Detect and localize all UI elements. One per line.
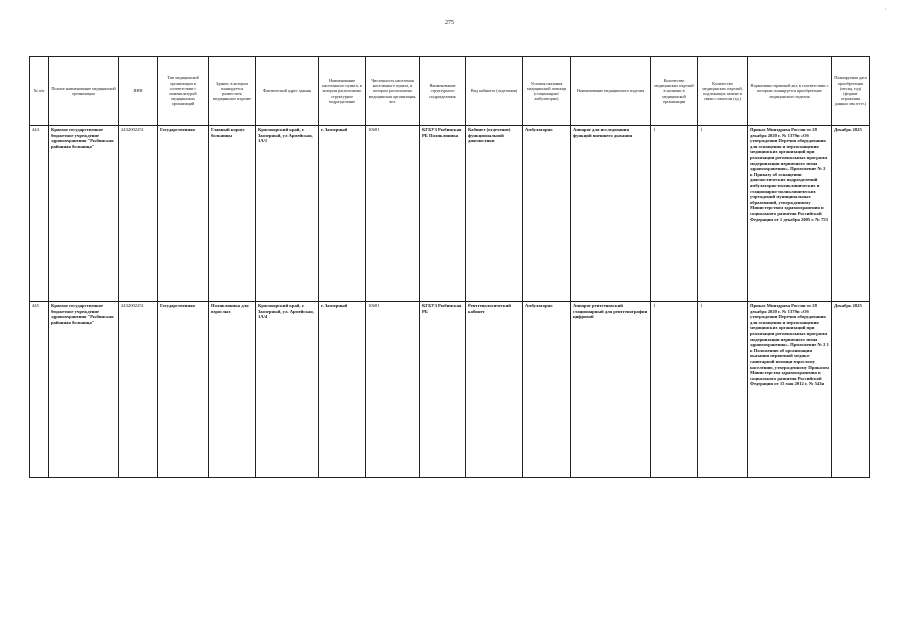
cell-devices-to-replace: 1 bbox=[698, 302, 748, 478]
cell-legal-act: Приказ Минздрава России от 28 декабря 2020 г. № 1379н «Об утверждении Перечня оборудования для оснащения и переоснащения медицинских организаций при реализации региональных программ модернизации первичного звена здравоохранения». Приложение № 2 к Приказу об оснащении диагностических подразделений амбулаторно-поликлинических и стационарно-поликлинических учреждений муниципальных образований, утвержденному Министерством здравоохранения и социального развития Российской Федерации от 1 декабря 2005 г. № 753 bbox=[748, 126, 832, 302]
cell-purchase-date: Декабрь 2025 bbox=[832, 126, 870, 302]
header-cell: Планируемая дата приобретения (месяц, год) (формат отражения данных мм.ггггг.) bbox=[832, 57, 870, 126]
header-cell: Тип медицинской организации в соответствии с номенклатурой медицинских организаций bbox=[158, 57, 209, 126]
cell-cabinet-type: Кабинет (отделение) функциональной диагностики bbox=[466, 126, 523, 302]
cell-row-number: 445 bbox=[30, 302, 49, 478]
cell-building: Поликлиника для взрослых bbox=[209, 302, 256, 478]
cell-inn: 2432002251 bbox=[119, 302, 158, 478]
header-row bbox=[30, 57, 870, 126]
header-cell: Численность населения населенного пункта, в котором расположена медицинская организация, чел. bbox=[366, 57, 420, 126]
cell-devices-to-replace: 1 bbox=[698, 126, 748, 302]
cell-subdivision: КГБУЗ Рыбинская РБ bbox=[420, 302, 466, 478]
header-cell: Наименование населенного пункта, в котором расположено структурное подразделение bbox=[319, 57, 366, 126]
cell-organization: Краевое государственное бюджетное учреждение здравоохранения "Рыбинская районная больница" bbox=[49, 302, 119, 478]
header-cell: Наименование медицинского изделия bbox=[571, 57, 651, 126]
page-number: 275 bbox=[445, 20, 454, 26]
header-cell: ИНН bbox=[119, 57, 158, 126]
header-cell: Нормативно-правовой акт, в соответствии с которым планируется приобретение медицинского изделия bbox=[748, 57, 832, 126]
header-cell: Наименование структурного подразделения bbox=[420, 57, 466, 126]
cell-locality: г. Заозерный bbox=[319, 302, 366, 478]
cell-inn: 2432002251 bbox=[119, 126, 158, 302]
cell-purchase-date: Декабрь 2025 bbox=[832, 302, 870, 478]
cell-device-name: Аппарат рентгеновский стационарный для рентгенографии цифровой bbox=[571, 302, 651, 478]
cell-legal-act: Приказ Минздрава России от 28 декабря 2020 г. № 1379н «Об утверждении Перечня оборудования для оснащения и переоснащения медицинских организаций при реализации региональных программ модернизации первичного звена здравоохранения». Приложение № 2 1 к Положению об организации оказания первичной медико-санитарной помощи взрослому населению, утвержденному Приказом Министерства здравоохранения и социального развития Российской Федерации от 15 мая 2012 г. № 543н bbox=[748, 302, 832, 478]
cell-locality: г. Заозерный bbox=[319, 126, 366, 302]
header-cell: Вид кабинета (отделения) bbox=[466, 57, 523, 126]
cell-address: Красноярский край, г. Заозерный, ул. Армейская, 1А/4 bbox=[256, 302, 319, 478]
cell-org-type: Государственная bbox=[158, 302, 209, 478]
header-cell: № п/п bbox=[30, 57, 49, 126]
cell-care-conditions: Амбулаторно bbox=[523, 302, 571, 478]
cell-subdivision: КГБУЗ Рыбинская РБ Поликлиника bbox=[420, 126, 466, 302]
cell-care-conditions: Амбулаторно bbox=[523, 126, 571, 302]
cell-address: Красноярский край, г. Заозерный, ул Армейская, 1А/1 bbox=[256, 126, 319, 302]
cell-row-number: 444 bbox=[30, 126, 49, 302]
cell-devices-available: 1 bbox=[651, 302, 698, 478]
cell-organization: Краевое государственное бюджетное учреждение здравоохранения "Рыбинская районная больница" bbox=[49, 126, 119, 302]
cell-org-type: Государственная bbox=[158, 126, 209, 302]
cell-population: 10681 bbox=[366, 126, 420, 302]
corner-mark: , bbox=[885, 6, 887, 11]
header-cell: Количество медицинских изделий в наличии в медицинской организации bbox=[651, 57, 698, 126]
cell-device-name: Аппарат для исследования функций внешнего дыхания bbox=[571, 126, 651, 302]
cell-cabinet-type: Рентгенологический кабинет bbox=[466, 302, 523, 478]
header-cell: Условия оказания медицинской помощи (стационарно/амбулаторно) bbox=[523, 57, 571, 126]
header-cell: Фактический адрес здания bbox=[256, 57, 319, 126]
cell-devices-available: 1 bbox=[651, 126, 698, 302]
header-cell: Количество медицинских изделий, подлежащих замене в связи с износом (ед.) bbox=[698, 57, 748, 126]
table-row bbox=[30, 302, 870, 478]
cell-building: Главный корпус больницы bbox=[209, 126, 256, 302]
equipment-register-table bbox=[29, 56, 870, 478]
cell-population: 10681 bbox=[366, 302, 420, 478]
table-row bbox=[30, 126, 870, 302]
header-cell: Полное наименование медицинской организации bbox=[49, 57, 119, 126]
header-cell: Здание, в котором планируется разместить медицинское изделие bbox=[209, 57, 256, 126]
